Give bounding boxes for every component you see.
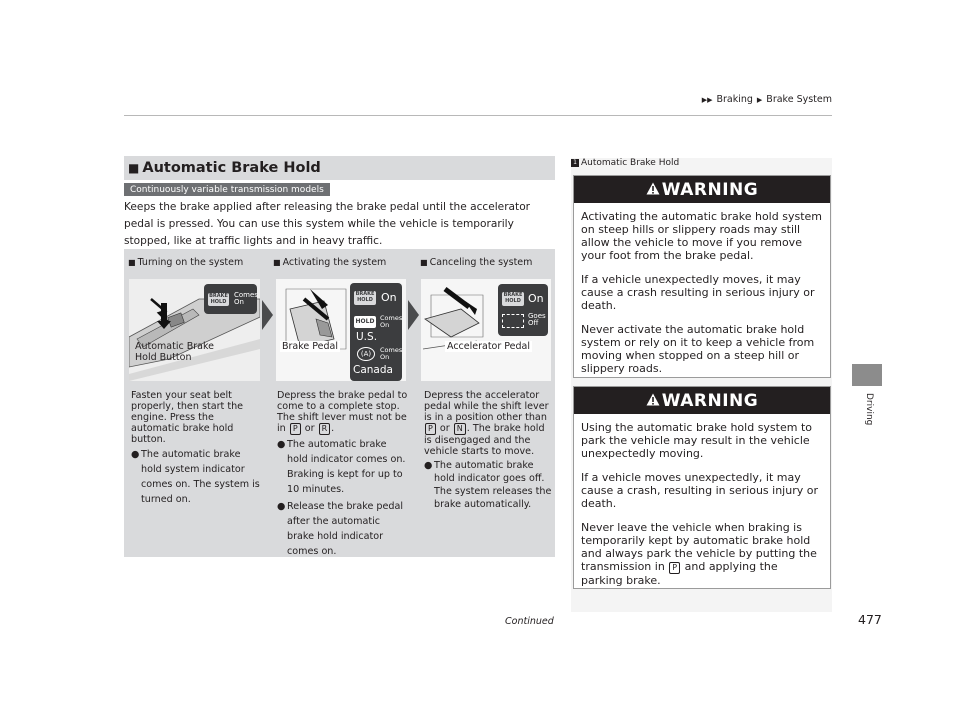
step-text <box>277 390 410 435</box>
section-title-text: Automatic Brake Hold <box>142 160 321 176</box>
step-text-part: . The brake hold is disengaged and the vehicle starts to move. <box>424 423 545 457</box>
warning-paragraph: Never activate the automatic brake hold system or rely on it to keep a vehicle from moving when stopped on a steep hill or slippery roads. <box>581 323 815 375</box>
brake-hold-badge: BRAKE HOLD <box>502 292 524 306</box>
bullet-icon: ● <box>277 439 286 450</box>
brake-hold-indicator <box>204 284 257 314</box>
callout-brake-hold-button: Automatic Brake Hold Button <box>135 341 214 363</box>
indicator-on-text: On <box>381 291 397 304</box>
indicator-on-text: On <box>528 292 544 305</box>
warning-label: WARNING <box>661 179 759 200</box>
step-text-part: Depress the brake pedal to come to a complete stop. The shift lever must not be in <box>277 390 408 434</box>
key-p-icon: P <box>425 423 436 435</box>
bullet-item <box>131 447 261 507</box>
breadcrumb-arrow-icon: ▶ <box>756 95 763 104</box>
callout-accelerator-pedal: Accelerator Pedal <box>447 341 531 352</box>
warning-paragraph: Activating the automatic brake hold system on steep hills or slippery roads may still allow the vehicle to move if you remove your foot from the brake pedal. <box>581 210 822 262</box>
warning-box-1 <box>573 175 831 378</box>
next-step-arrow-icon <box>262 300 273 330</box>
step-text-part: or <box>304 423 315 434</box>
breadcrumb-item: Brake System <box>766 94 832 105</box>
page-number: 477 <box>858 612 882 627</box>
square-bullet-icon: ■ <box>273 258 281 267</box>
warning-triangle-icon <box>646 180 660 200</box>
illustration-brake-pedal <box>276 279 406 381</box>
warning-header <box>574 176 830 203</box>
us-indicator-state: Comes On <box>380 314 403 329</box>
warning-paragraph: If a vehicle moves unexpectedly, it may cause a crash, resulting in serious injury or death. <box>581 471 818 510</box>
bullet-text: Release the brake pedal after the automatic brake hold indicator comes on. <box>287 501 404 557</box>
brake-hold-indicator <box>498 284 548 336</box>
step-text-activating <box>277 390 410 559</box>
us-label: U.S. <box>356 331 378 343</box>
bullet-text: The automatic brake hold indicator goes off. The system releases the brake automatically. <box>434 460 552 510</box>
canada-brake-hold-icon: (A) <box>357 347 375 361</box>
us-hold-badge: HOLD <box>354 316 376 328</box>
bullet-icon: ● <box>131 449 140 460</box>
header-rule <box>124 115 832 116</box>
square-bullet-icon: ■ <box>128 161 140 175</box>
brake-hold-badge: BRAKE HOLD <box>209 293 228 305</box>
key-p-icon: P <box>669 562 680 574</box>
canada-label: Canada <box>353 364 393 376</box>
key-r-icon: R <box>319 423 331 435</box>
intro-text: Keeps the brake applied after releasing the brake pedal until the accelerator pedal is pressed. You can use this system while the vehicle is temporarily stopped, like at traffic lights and in heavy traffic. <box>124 201 531 247</box>
step-text-part: Depress the accelerator pedal while the shift lever is in a position other than <box>424 390 549 423</box>
indicator-state: Goes Off <box>528 312 546 327</box>
chapter-tab <box>852 364 882 386</box>
step-text-turning-on <box>131 390 261 507</box>
canada-indicator-state: Comes On <box>380 346 403 361</box>
sidebar-title <box>571 158 679 168</box>
breadcrumb-arrow-icon: ▶▶ <box>701 95 713 104</box>
key-n-icon: N <box>454 423 466 435</box>
bullet-icon: ● <box>277 501 286 512</box>
bullet-text: The automatic brake hold system indicator comes on. The system is turned on. <box>141 449 260 505</box>
indicator-state: Comes On <box>234 291 258 306</box>
step-text-part: or <box>439 423 450 434</box>
breadcrumb <box>700 94 832 105</box>
warning-triangle-icon <box>646 391 660 411</box>
warning-header <box>574 387 830 414</box>
warning-paragraph: If a vehicle unexpectedly moves, it may cause a crash resulting in serious injury or death. <box>581 273 815 312</box>
bullet-item <box>277 437 410 497</box>
step-heading-text: Activating the system <box>282 257 387 268</box>
warning-text-part: and applying the parking brake. <box>581 560 778 587</box>
step-heading-turning-on <box>128 257 243 268</box>
key-p-icon: P <box>290 423 301 435</box>
step-heading-canceling <box>420 257 532 268</box>
indicator-off-outline <box>502 314 524 328</box>
step-text <box>424 390 552 457</box>
step-text-part: . <box>331 423 335 434</box>
step-heading-activating <box>273 257 386 268</box>
step-text-canceling <box>424 390 552 511</box>
brake-hold-indicator-panel <box>350 283 402 381</box>
bullet-text: The automatic brake hold indicator comes on. Braking is kept for up to 10 minutes. <box>287 439 406 495</box>
warning-label: WARNING <box>661 390 759 411</box>
bullet-item <box>277 499 410 559</box>
bullet-icon: ● <box>424 460 433 471</box>
breadcrumb-item: Braking <box>716 94 753 105</box>
model-tag: Continuously variable transmission models <box>124 183 330 196</box>
square-bullet-icon: ■ <box>420 258 428 267</box>
callout-brake-pedal: Brake Pedal <box>282 341 338 352</box>
section-title <box>124 156 555 180</box>
continued-label: Continued <box>505 616 554 627</box>
next-step-arrow-icon <box>408 300 419 330</box>
warning-box-2 <box>573 386 831 589</box>
bullet-item <box>424 459 552 511</box>
brake-hold-badge: BRAKE HOLD <box>354 291 376 305</box>
chapter-label: Driving <box>864 393 874 426</box>
illustration-accelerator-pedal <box>421 279 551 381</box>
warning-paragraph <box>581 521 822 587</box>
step-heading-text: Turning on the system <box>137 257 244 268</box>
warning-text-part: Never leave the vehicle when braking is temporarily kept by automatic brake hold and always park the vehicle by putting the transmission in <box>581 521 817 573</box>
sidebar-title-text: Automatic Brake Hold <box>581 158 680 168</box>
warning-body <box>574 203 830 375</box>
warning-body <box>574 414 830 587</box>
reference-number-icon: 1 <box>571 159 579 167</box>
illustration-brake-hold-button <box>129 279 260 381</box>
step-heading-text: Canceling the system <box>429 257 533 268</box>
square-bullet-icon: ■ <box>128 258 136 267</box>
step-text: Fasten your seat belt properly, then start the engine. Press the automatic brake hold button. <box>131 390 244 445</box>
warning-paragraph: Using the automatic brake hold system to park the vehicle may result in the vehicle unexpectedly moving. <box>581 421 812 460</box>
